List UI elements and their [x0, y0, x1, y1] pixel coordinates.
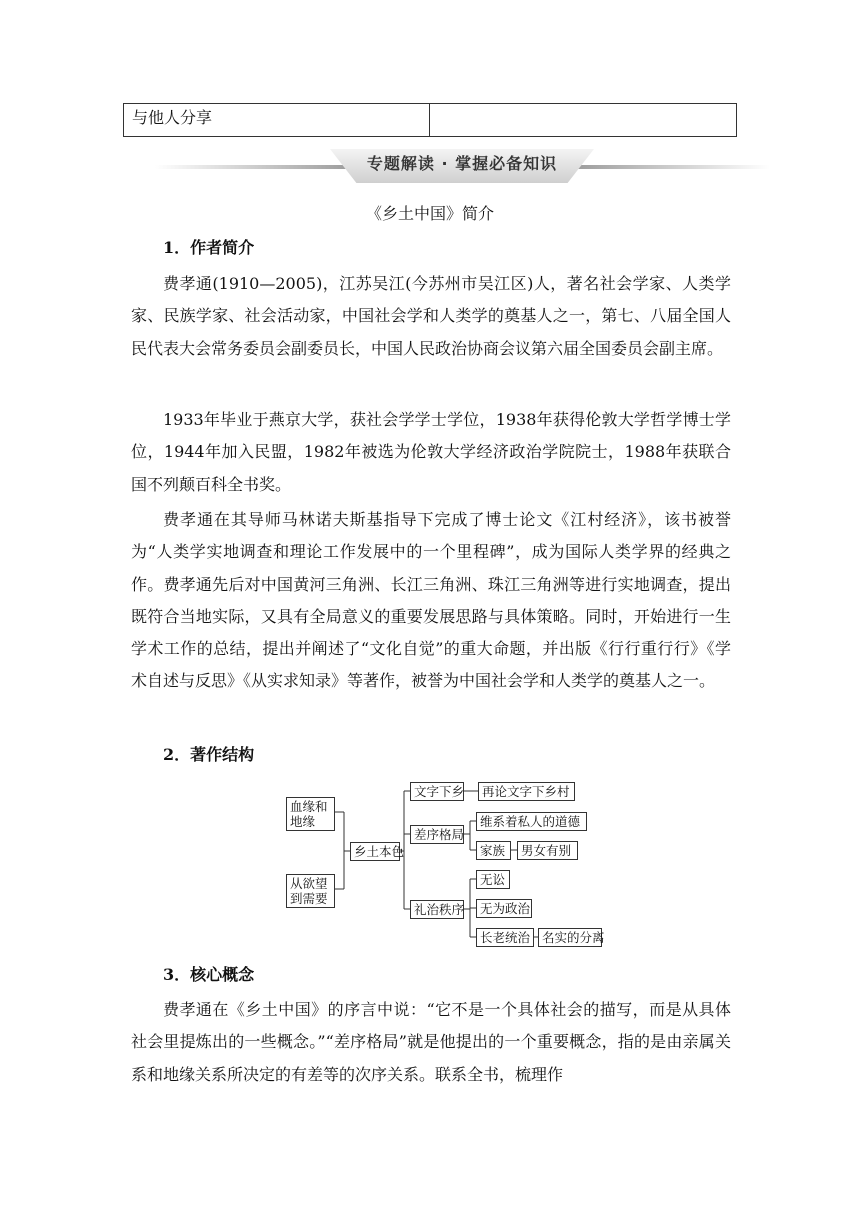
banner-text: 专题解读 · 掌握必备知识: [366, 154, 558, 173]
node-desire-to-need: 从欲望 到需要: [286, 874, 335, 908]
section-banner: [155, 145, 770, 189]
node-differential-pattern: 差序格局: [410, 825, 464, 844]
node-elder-rule: 长老统治: [476, 928, 534, 947]
node-rural-character: 乡土本色: [350, 842, 400, 861]
node-no-litigation: 无讼: [476, 870, 510, 889]
node-ritual-order: 礼治秩序: [410, 900, 464, 919]
node-name-reality-separation: 名实的分离: [538, 928, 602, 947]
banner-right-line: [570, 165, 770, 169]
article-title: 《乡土中国》简介: [365, 204, 494, 223]
share-table-label: 与他人分享: [124, 104, 430, 136]
share-table: [123, 103, 737, 137]
para-core-concept: 费孝通在《乡土中国》的序言中说：“它不是一个具体社会的描写，而是从具体社会里提炼出的一些概念。”“差序格局”就是他提出的一个重要概念，指的是由亲属关系和地缘关系所决定的有差等的次序关系。联系全书，梳理作: [131, 1000, 731, 1084]
share-table-empty-cell[interactable]: [430, 104, 736, 136]
heading-author-intro: 1．作者简介: [163, 238, 255, 257]
para-author-bio: 费孝通(1910—2005)，江苏吴江(今苏州市吴江区)人，著名社会学家、人类学家、民族学家、社会活动家，中国社会学和人类学的奠基人之一，第七、八届全国人民代表大会常务委员会副委员长，中国人民政治协商会议第六届全国委员会副主席。: [131, 274, 731, 358]
node-literacy-revisited: 再论文字下乡村: [478, 782, 575, 801]
heading-core-concept: 3．核心概念: [163, 965, 255, 984]
structure-diagram: [282, 777, 612, 950]
banner-left-line: [155, 165, 355, 169]
heading-book-structure: 2．著作结构: [163, 745, 255, 764]
node-private-morality: 维系着私人的道德: [476, 812, 587, 831]
node-literacy-to-countryside: 文字下乡: [410, 782, 464, 801]
para-author-works: 费孝通在其导师马林诺夫斯基指导下完成了博士论文《江村经济》，该书被誉为“人类学实地调查和理论工作发展中的一个里程碑”，成为国际人类学界的经典之作。费孝通先后对中国黄河三角洲、长江三角洲、珠江三角洲等进行实地调查，提出既符合当地实际，又具有全局意义的重要发展思路与具体策略。同时，开始进行一生学术工作的总结，提出并阐述了“文化自觉”的重大命题，并出版《行行重行行》《学术自述与反思》《从实求知录》等著作，被誉为中国社会学和人类学的奠基人之一。: [131, 510, 731, 691]
node-family: 家族: [476, 841, 511, 860]
node-kinship-geography: 血缘和 地缘: [286, 797, 335, 831]
para-author-career: 1933年毕业于燕京大学，获社会学学士学位，1938年获得伦敦大学哲学博士学位，1944年加入民盟，1982年被选为伦敦大学经济政治学院院士，1988年获联合国不列颠百科全书奖。: [131, 410, 731, 494]
node-gender-distinction: 男女有别: [517, 841, 578, 860]
node-inaction-politics: 无为政治: [476, 899, 532, 918]
